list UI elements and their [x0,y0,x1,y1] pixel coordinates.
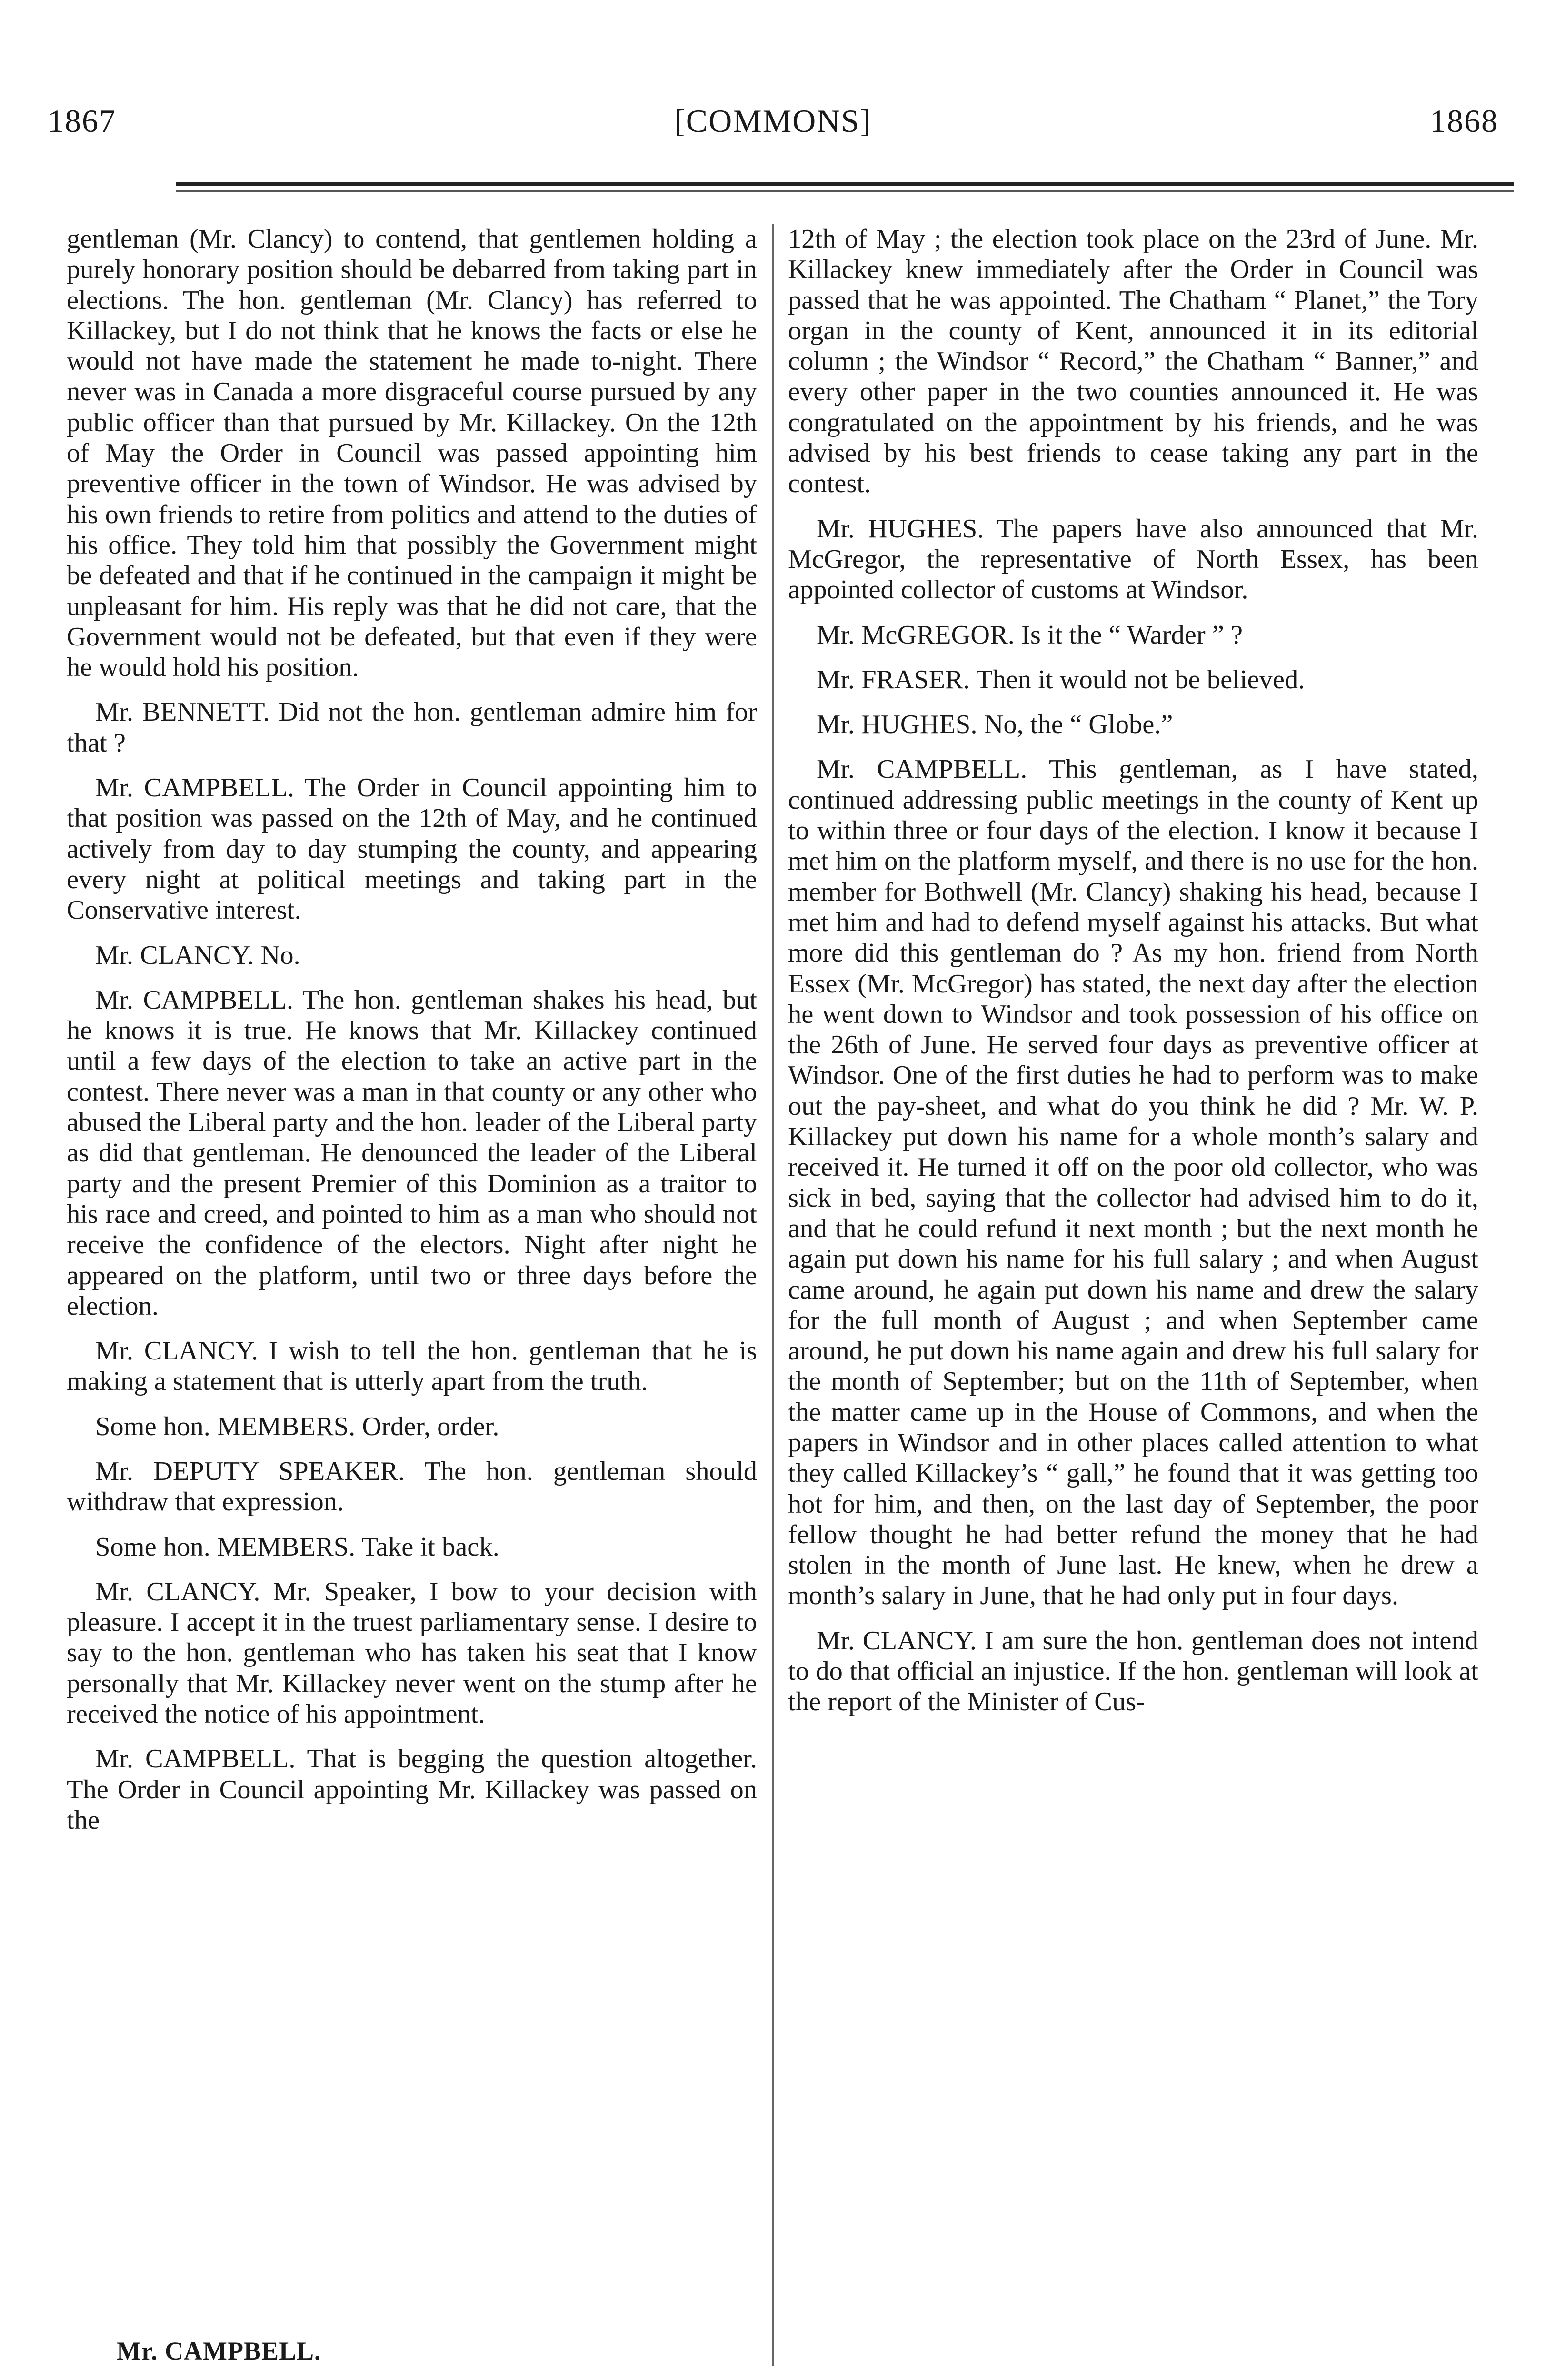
paragraph: Mr. FRASER. Then it would not be believed. [817,664,1305,694]
running-title: [COMMONS] [674,103,872,139]
paragraph: Mr. CLANCY. I wish to tell the hon. gentleman that he is making a statement that is utterly apart from the truth. [67,1336,757,1397]
header-rule-thin [176,190,1514,192]
paragraph: Mr. HUGHES. The papers have also announced that Mr. McGregor, the representative of North Essex, has been appointed collector of customs at Windsor. [788,514,1478,605]
right-column [788,224,1478,1732]
paragraph: Mr. HUGHES. No, the “ Globe.” [817,710,1173,740]
paragraph: Some hon. MEMBERS. Order, order. [95,1411,499,1441]
paragraph: Mr. BENNETT. Did not the hon. gentleman admire him for that ? [67,697,757,758]
paragraph: Some hon. MEMBERS. Take it back. [95,1532,499,1562]
footer-speaker: Mr. CAMPBELL. [117,2337,321,2365]
paragraph: Mr. DEPUTY SPEAKER. The hon. gentleman should withdraw that expression. [67,1456,757,1517]
left-column [67,224,757,1850]
paragraph: Mr. CAMPBELL. That is begging the question altogether. The Order in Council appointing Mr. Killackey was passed on the [67,1744,757,1835]
paragraph: gentleman (Mr. Clancy) to contend, that gentlemen holding a purely honorary position should be debarred from taking part in elections. The hon. gentleman (Mr. Clancy) has referred to Killackey, but I do not think that he knows the facts or else he would not have made the statement he made to-night. There never was in Canada a more disgraceful course pursued by any public officer than that pursued by Mr. Killackey. On the 12th of May the Order in Council was passed appointing him preventive officer in the town of Windsor. He was advised by his own friends to retire from politics and attend to the duties of his office. They told him that possibly the Government might be defeated and that if he continued in the campaign it might be unpleasant for him. His reply was that he did not care, that the Government would not be defeated, but that even if they were he would hold his position. [67,224,757,683]
paragraph: Mr. CAMPBELL. The Order in Council appointing him to that position was passed on the 12th of May, and he continued actively from day to day stumping the county, and appearing every night at political meetings and taking part in the Conservative interest. [67,773,757,925]
paragraph: Mr. CLANCY. I am sure the hon. gentleman does not intend to do that official an injustice. If the hon. gentleman will look at the report of the Minister of Cus- [788,1626,1478,1717]
paragraph: Mr. McGREGOR. Is it the “ Warder ” ? [817,620,1243,650]
page-number-right: 1868 [1430,103,1498,139]
column-divider [772,224,774,2366]
paragraph: Mr. CAMPBELL. The hon. gentleman shakes his head, but he knows it is true. He knows that Mr. Killackey continued until a few days of the election to take an active part in the contest. There never was a man in that county or any other who abused the Liberal party and the hon. leader of the Liberal party as did that gentleman. He denounced the leader of the Liberal party and the present Premier of this Dominion as a traitor to his race and creed, and pointed to him as a man who should not receive the confidence of the electors. Night after night he appeared on the platform, until two or three days before the election. [67,985,757,1321]
paragraph: 12th of May ; the election took place on the 23rd of June. Mr. Killackey knew immediately after the Order in Council was passed that he was appointed. The Chatham “ Planet,” the Tory organ in the county of Kent, announced it in its editorial column ; the Windsor “ Record,” the Chatham “ Banner,” and every other paper in the two counties announced it. He was congratulated on the appointment by his friends, and he was advised by his best friends to cease taking any part in the contest. [788,224,1478,499]
header-rule-thick [176,182,1514,186]
paragraph: Mr. CLANCY. Mr. Speaker, I bow to your decision with pleasure. I accept it in the truest parliamentary sense. I desire to say to the hon. gentleman who has taken his seat that I know personally that Mr. Killackey never went on the stump after he received the notice of his appointment. [67,1577,757,1729]
paragraph: Mr. CAMPBELL. This gentleman, as I have stated, continued addressing public meetings in the county of Kent up to within three or four days of the election. I know it because I met him on the platform myself, and there is no use for the hon. member for Bothwell (Mr. Clancy) shaking his head, because I met him and had to defend myself against his attacks. But what more did this gentleman do ? As my hon. friend from North Essex (Mr. McGregor) has stated, the next day after the election he went down to Windsor and took possession of his office on the 26th of June. He served four days as preventive officer at Windsor. One of the first duties he had to perform was to make out the pay-sheet, and what do you think he did ? Mr. W. P. Killackey put down his name for a whole month’s salary and received it. He turned it off on the poor old collector, who was sick in bed, saying that the collector had advised him to do it, and that he could refund it next month ; but the next month he again put down his name for his full salary ; and when August came around, he again put down his name and drew the salary for the full month of August ; and when September came around, he put down his name again and drew his full salary for the month of September; but on the 11th of September, when the matter came up in the House of Commons, and when the papers in Windsor and in other places called attention to what they called Killackey’s “ gall,” he found that it was getting too hot for him, and then, on the last day of September, the poor fellow thought he had better refund the money that he had stolen in the month of June last. He knew, when he drew a month’s salary in June, that he had only put in four days. [788,754,1478,1611]
page-number-left: 1867 [48,103,116,139]
paragraph: Mr. CLANCY. No. [95,940,300,970]
